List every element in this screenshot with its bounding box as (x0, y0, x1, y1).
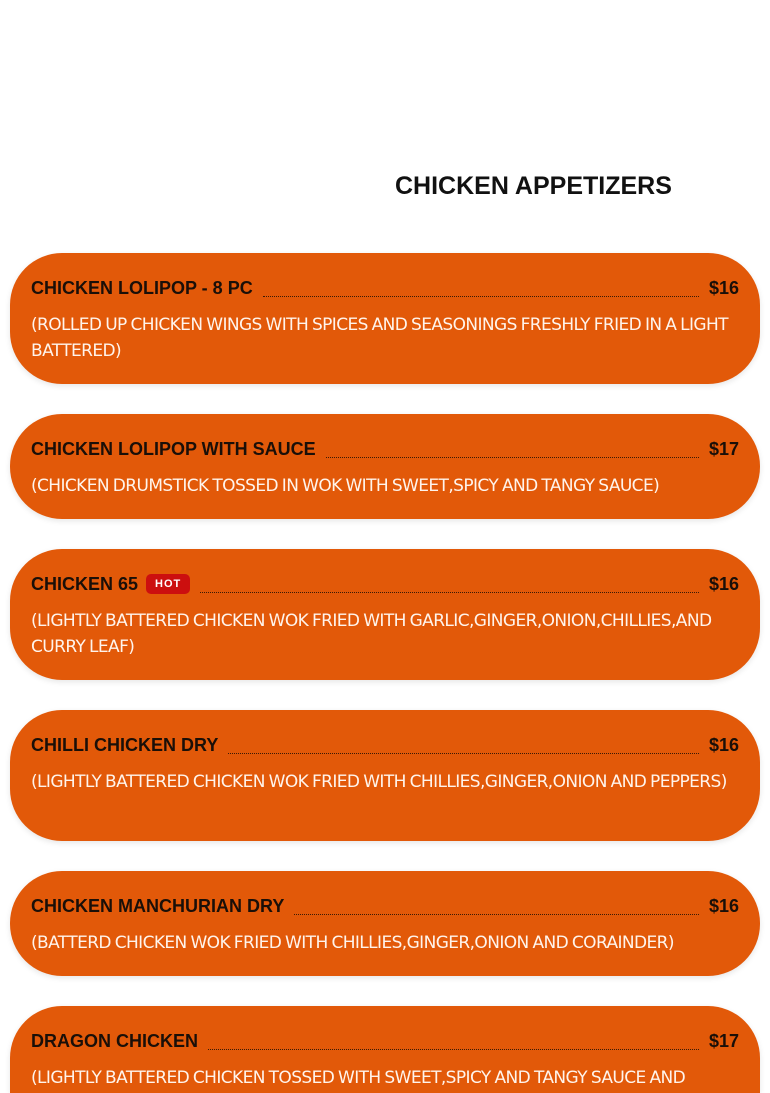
menu-item-description: (LIGHTLY BATTERED CHICKEN TOSSED WITH SWEET,SPICY AND TANGY SAUCE AND (31, 1068, 686, 1088)
section-title: CHICKEN APPETIZERS (395, 172, 672, 200)
menu-item-card (10, 710, 760, 841)
hot-badge: HOT (146, 574, 190, 594)
menu-item-card (10, 1006, 760, 1093)
menu-item-price: $16 (708, 573, 739, 594)
menu-item-description: (CHICKEN DRUMSTICK TOSSED IN WOK WITH SWEET,SPICY AND TANGY SAUCE) (31, 476, 660, 496)
menu-item-price: $16 (708, 277, 739, 298)
menu-item-header (31, 438, 739, 460)
menu-item-name: CHILLI CHICKEN DRY (31, 734, 219, 755)
menu-item-name: CHICKEN LOLIPOP WITH SAUCE (31, 438, 316, 459)
menu-item-header (31, 895, 739, 917)
menu-item-header (31, 277, 739, 299)
menu-item-price: $16 (708, 895, 739, 916)
menu-item-header (31, 734, 739, 756)
menu-item-name: CHICKEN LOLIPOP - 8 PC (31, 277, 253, 298)
menu-item-description: (LIGHTLY BATTERED CHICKEN WOK FRIED WITH CHILLIES,GINGER,ONION AND PEPPERS) (31, 772, 727, 792)
menu-item-description: (BATTERD CHICKEN WOK FRIED WITH CHILLIES,GINGER,ONION AND CORAINDER) (31, 933, 674, 953)
menu-item-card (10, 253, 760, 384)
dotted-leader (208, 1049, 699, 1050)
dotted-leader (263, 296, 699, 297)
menu-item-card (10, 549, 760, 680)
dotted-leader (228, 753, 699, 754)
menu-item-price: $17 (708, 1030, 739, 1051)
menu-item-card (10, 414, 760, 519)
menu-item-price: $16 (708, 734, 739, 755)
menu-item-description: (ROLLED UP CHICKEN WINGS WITH SPICES AND SEASONINGS FRESHLY FRIED IN A LIGHT BATTERED) (31, 315, 728, 361)
menu-item-price: $17 (708, 438, 739, 459)
menu-item-header (31, 1030, 739, 1052)
dotted-leader (326, 457, 699, 458)
menu-item-description: (LIGHTLY BATTERED CHICKEN WOK FRIED WITH GARLIC,GINGER,ONION,CHILLIES,AND CURRY LEAF) (31, 611, 712, 657)
dotted-leader (294, 914, 699, 915)
menu-item-header (31, 573, 739, 595)
menu-item-name: CHICKEN MANCHURIAN DRY (31, 895, 285, 916)
menu-item-name: CHICKEN 65 (31, 573, 139, 594)
menu-item-card (10, 871, 760, 976)
dotted-leader (200, 592, 699, 593)
menu-item-name: DRAGON CHICKEN (31, 1030, 199, 1051)
